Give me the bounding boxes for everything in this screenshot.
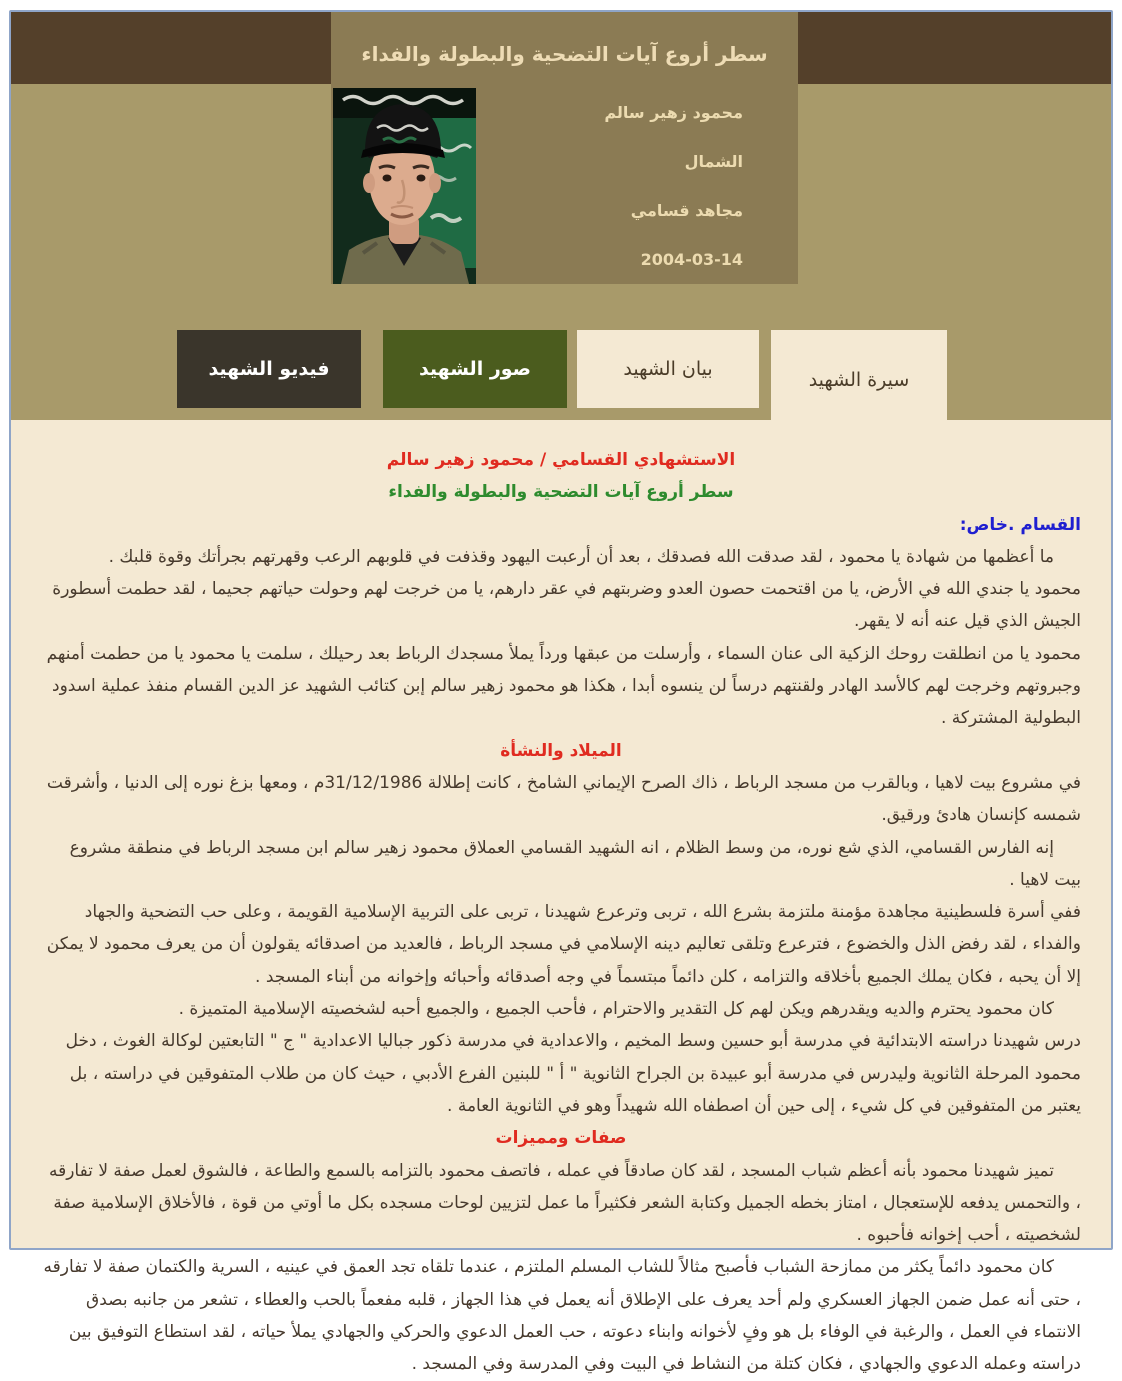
- article-paragraph: كان محمود يحترم والديه ويقدرهم ويكن لهم كل التقدير والاحترام ، فأحب الجميع ، والجميع أحبه لشخصيته الإسلامية المتميزة .: [178, 999, 1054, 1020]
- article-heading-traits: صفات ومميزات: [495, 1128, 627, 1149]
- article-heading-birth: الميلاد والنشأة: [500, 740, 622, 761]
- article-title-red: الاستشهادي القسامي / محمود زهير سالم: [386, 450, 736, 470]
- article-paragraph: في مشروع بيت لاهيا ، وبالقرب من مسجد الرباط ، ذاك الصرح الإيماني الشامخ ، كانت إطلالة 31/12/1986م ، ومعها بزغ نوره إلى الدنيا ، وأشرقت شمسه كإنسان هادئ ورقيق.: [46, 772, 1081, 826]
- article-paragraph: درس شهيدنا دراسته الابتدائية في مدرسة أبو حسين وسط المخيم ، والاعدادية في مدرسة ذكور جباليا الاعدادية " ج " التابعتين لوكالة الغوث ، دخل محمود المرحلة الثانوية وليدرس في مدرسة أبو عبيدة بن الجراح الثانوية " أ " للبنين الفرع الأدبي ، حيث كان من طلاب المتفوقين في دراسته ، بل يعتبر من المتفوقين في كل شيء ، إلى حين أن اصطفاه الله شهيداً وهو في الثانوية العامة .: [65, 1031, 1081, 1116]
- article-paragraph: محمود يا من انطلقت روحك الزكية الى عنان السماء ، وأرسلت من عبقها ورداً يملأ مسجدك الرباط بعد رحيلك ، سلمت يا محمود يا من حطمت أمنهم وجبروتهم وخرجت لهم كالأسد الهادر ولقنتهم درساً لن ينسوه أبدا ، هكذا هو محمود زهير سالم إبن كتائب الشهيد عز الدين القسام منفذ عملية اسدود البطولية المشتركة .: [46, 643, 1081, 729]
- article-paragraph: كان محمود دائماً يكثر من ممازحة الشباب فأصبح مثالاً للشاب المسلم الملتزم ، عندما تلقاه تجد العمق في عينيه ، السرية والكتمان صفة لا تفارقه ، حتى أنه عمل ضمن الجهاز العسكري ولم أحد يعرف على الإطلاق أنه يعمل في هذا الجهاز ، قلبه مفعماً بالحب والعطاء ، تشعر من جانبه بصدق الانتماء في العمل ، والرغبة في الوفاء بل هو وفٍ لأخوانه وابناء دعوته ، حب العمل الدعوي والحركي والجهادي يملأ حياته ، لقد استطاع التوفيق بين دراسته وعمله الدعوي والجهادي ، فكان كتلة من النشاط في البيت وفي المدرسة وفي المسجد .: [43, 1257, 1081, 1375]
- article-paragraph: ففي أسرة فلسطينية مجاهدة مؤمنة ملتزمة بشرع الله ، تربى وترعرع شهيدنا ، تربى على التربية الإسلامية القويمة ، وعلى حب التضحية والجهاد والفداء ، لقد رفض الذل والخضوع ، فترعرع وتلقى تعاليم دينه الإسلامي في مسجد الرباط ، فالعديد من اصدقائه يقولون أن من يعرف محمود لا يمكن إلا أن يحبه ، فكان يملك الجميع بأخلاقه والتزامه ، كلن دائماً مبتسماً في وجه أصدقائه وأحبائه وإخوانه من أبناء المسجد .: [46, 902, 1081, 987]
- article-paragraph: ما أعظمها من شهادة يا محمود ، لقد صدقت الله فصدقك ، بعد أن أرعبت اليهود وقذفت في قلوبهم الرعب وقهرتهم بجرأتك وقوة قلبك .: [108, 546, 1054, 567]
- tab-martyr-statement[interactable]: بيان الشهيد: [577, 330, 759, 408]
- martyr-info: [496, 88, 798, 284]
- article-heading-qassam: القسام .خاص:: [959, 514, 1081, 535]
- martyr-photo: [333, 88, 476, 284]
- article-paragraph: تميز شهيدنا محمود بأنه أعظم شباب المسجد ، لقد كان صادقاً في عمله ، فاتصف محمود بالتزامه بالسمع والطاعة ، فالشوق لعمل صفة لا تفارقه ، والتحمس يدفعه للإستعجال ، امتاز بخطه الجميل وكتابة الشعر فكثيراً ما عمل لتزيين لوحات مسجده بكل ما أوتي من قوة ، فالأخلاق الإسلامية صفة لشخصيته ، أحب إخوانه فأحبوه .: [48, 1160, 1081, 1246]
- article-paragraph: إنه الفارس القسامي، الذي شع نوره، من وسط الظلام ، انه الشهيد القسامي العملاق محمود زهير سالم ابن مسجد الرباط في منطقة مشروع بيت لاهيا .: [69, 837, 1081, 890]
- tab-martyr-biography[interactable]: سيرة الشهيد: [771, 330, 947, 430]
- martyr-banner: [331, 12, 798, 284]
- martyr-name: محمود زهير سالم: [604, 103, 743, 122]
- article-title-green: سطر أروع آيات التضحية والبطولة والفداء: [388, 482, 734, 503]
- martyr-region: الشمال: [684, 152, 743, 171]
- tab-martyr-photos[interactable]: صور الشهيد: [383, 330, 567, 408]
- tab-martyr-video[interactable]: فيديو الشهيد: [177, 330, 361, 408]
- page: [9, 10, 1113, 1375]
- martyr-role: مجاهد قسامي: [630, 201, 743, 220]
- martyr-date: 2004-03-14: [640, 250, 743, 269]
- banner-title: سطر أروع آيات التضحية والبطولة والفداء: [361, 42, 768, 66]
- article: [11, 420, 1111, 1375]
- article-paragraph: محمود يا جندي الله في الأرض، يا من اقتحمت حصون العدو وضربتهم في عقر دارهم، يا من خرجت لهم وحولت حياتهم جحيما ، لقد حطمت أسطورة الجيش الذي قيل عنه أنه لا يقهر.: [52, 579, 1081, 632]
- page-header: [11, 12, 1111, 420]
